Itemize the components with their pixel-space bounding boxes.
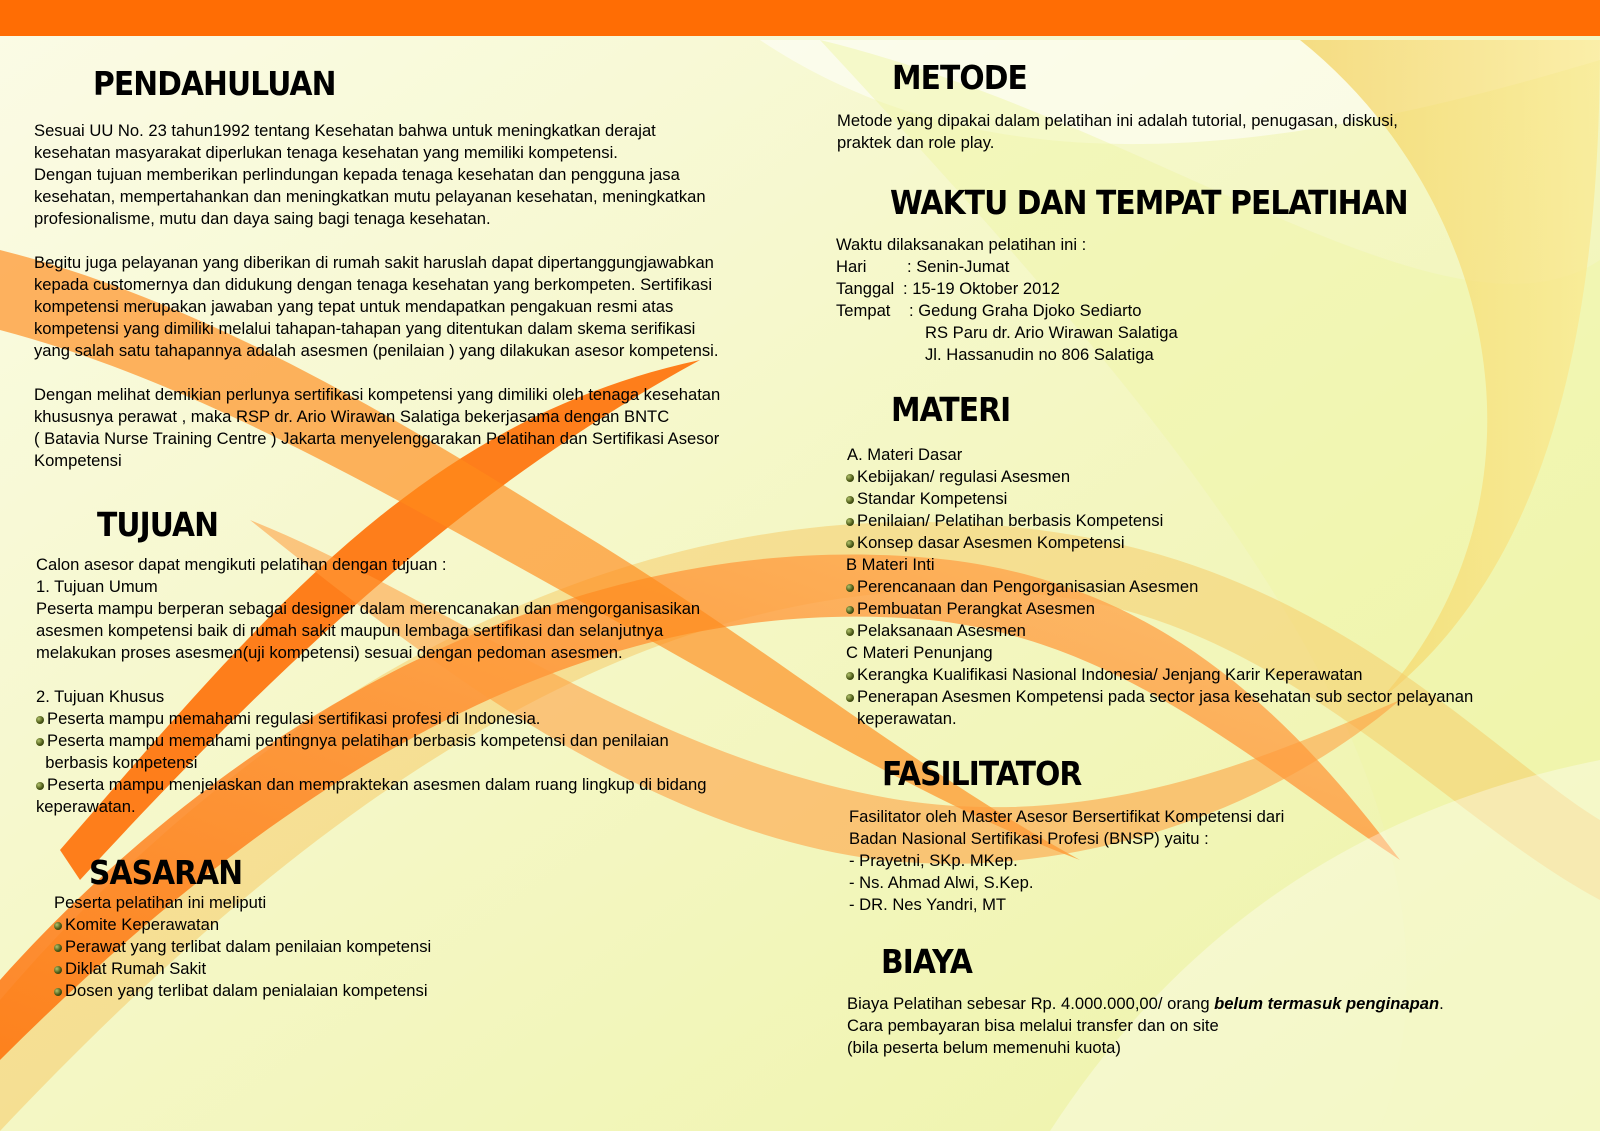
- pendahuluan-line: Begitu juga pelayanan yang diberikan di rumah sakit haruslah dapat dipertanggungjawabkan: [34, 253, 714, 272]
- fasilitator-line: Badan Nasional Sertifikasi Profesi (BNSP) yaitu :: [849, 829, 1209, 848]
- list-item-text: Kerangka Kualifikasi Nasional Indonesia/ Jenjang Karir Keperawatan: [857, 665, 1363, 684]
- tujuan-title: TUJUAN: [97, 505, 219, 544]
- top-orange-bar: [0, 0, 1600, 36]
- fasilitator-text: [849, 806, 1284, 916]
- biaya-note: belum termasuk penginapan: [1214, 994, 1440, 1013]
- materi-a-heading: A. Materi Dasar: [847, 445, 963, 464]
- bullet-icon: [846, 518, 854, 526]
- metode-line: Metode yang dipakai dalam pelatihan ini adalah tutorial, penugasan, diskusi,: [837, 111, 1398, 130]
- list-item: [846, 466, 1473, 488]
- bullet-icon: [36, 782, 44, 790]
- biaya-line2: Cara pembayaran bisa melalui transfer dan on site: [847, 1016, 1219, 1035]
- waktu-tanggal-row: [836, 278, 1178, 300]
- bullet-icon: [54, 944, 62, 952]
- list-item: [846, 664, 1473, 686]
- list-item-text: Penilaian/ Pelatihan berbasis Kompetensi: [857, 511, 1164, 530]
- list-item: [54, 914, 431, 936]
- bullet-icon: [36, 716, 44, 724]
- waktu-hari-row: [836, 256, 1178, 278]
- tempat-line: Jl. Hassanudin no 806 Salatiga: [925, 345, 1154, 364]
- biaya-amount: Biaya Pelatihan sebesar Rp. 4.000.000,00/ orang: [847, 994, 1215, 1013]
- biaya-title-block: [881, 942, 982, 981]
- waktu-title: WAKTU DAN TEMPAT PELATIHAN: [890, 183, 1408, 222]
- list-item-text: Peserta mampu memahami pentingnya pelatihan berbasis kompetensi dan penilaian: [47, 731, 669, 750]
- tempat-value: : Gedung Graha Djoko Sediarto: [909, 301, 1142, 320]
- list-item: [846, 488, 1473, 510]
- bullet-icon: [846, 672, 854, 680]
- tempat-line: RS Paru dr. Ario Wirawan Salatiga: [925, 323, 1178, 342]
- materi-c-heading: C Materi Penunjang: [846, 643, 993, 662]
- hari-value: : Senin-Jumat: [907, 257, 1010, 276]
- pendahuluan-line: kesehatan, mempertahankan dan meningkatkan mutu pelayanan kesehatan, meningkatkan: [34, 187, 706, 206]
- list-item: [846, 620, 1473, 642]
- pendahuluan-line: Dengan tujuan memberikan perlindungan kepada tenaga kesehatan dan pengguna jasa: [34, 165, 680, 184]
- bullet-icon: [846, 606, 854, 614]
- tujuan-text: [36, 554, 707, 818]
- list-item-text: Perawat yang terlibat dalam penilaian kompetensi: [65, 937, 432, 956]
- pendahuluan-line: kompetensi yang dimiliki melalui tahapan-tahapan yang ditentukan dalam skema serifikasi: [34, 319, 696, 338]
- metode-line: praktek dan role play.: [837, 133, 995, 152]
- tujuan-title-block: [97, 505, 232, 544]
- list-item: [846, 532, 1473, 554]
- pendahuluan-line: Dengan melihat demikian perlunya sertifikasi kompetensi yang dimiliki oleh tenaga kesehatan: [34, 385, 721, 404]
- list-item: [846, 598, 1473, 620]
- pendahuluan-line: kepada customernya dan didukung dengan tenaga kesehatan yang berkompeten. Sertifikasi: [34, 275, 713, 294]
- tanggal-label: Tanggal: [836, 279, 895, 298]
- metode-title: METODE: [892, 58, 1027, 97]
- hari-label: Hari: [836, 257, 867, 276]
- bullet-icon: [846, 496, 854, 504]
- fasilitator-person: - Prayetni, SKp. MKep.: [849, 851, 1018, 870]
- tujuan-umum-line: melakukan proses asesmen(uji kompetensi) sesuai dengan pedoman asesmen.: [36, 643, 623, 662]
- list-item-text: Dosen yang terlibat dalam penialaian kompetensi: [65, 981, 428, 1000]
- pendahuluan-line: kompetensi merupakan jawaban yang tepat untuk mendapatkan pengakuan resmi atas: [34, 297, 674, 316]
- materi-title-block: [891, 390, 1024, 429]
- list-item: [54, 958, 431, 980]
- pendahuluan-line: Sesuai UU No. 23 tahun1992 tentang Kesehatan bahwa untuk meningkatkan derajat: [34, 121, 656, 140]
- pendahuluan-line: kesehatan masyarakat diperlukan tenaga kesehatan yang memiliki kompetensi.: [34, 143, 618, 162]
- pendahuluan-text: [34, 120, 720, 472]
- materi-text: [846, 444, 1473, 730]
- tujuan-intro: Calon asesor dapat mengikuti pelatihan dengan tujuan :: [36, 555, 447, 574]
- metode-text: [837, 110, 1398, 154]
- biaya-text: [847, 993, 1444, 1059]
- tujuan-umum-line: Peserta mampu berperan sebagai designer dalam merencanakan dan mengorganisasikan: [36, 599, 701, 618]
- tempat-label: Tempat: [836, 301, 891, 320]
- list-item: [846, 576, 1473, 598]
- list-item: [36, 708, 707, 730]
- bullet-icon: [36, 738, 44, 746]
- list-item-cont: berbasis kompetensi: [36, 753, 198, 772]
- sasaran-intro: Peserta pelatihan ini meliputi: [54, 893, 267, 912]
- bullet-icon: [54, 988, 62, 996]
- list-item-text: Konsep dasar Asesmen Kompetensi: [857, 533, 1125, 552]
- list-item-text: Pelaksanaan Asesmen: [857, 621, 1026, 640]
- fasilitator-person: - Ns. Ahmad Alwi, S.Kep.: [849, 873, 1034, 892]
- list-item: [54, 936, 431, 958]
- pendahuluan-line: yang salah satu tahapannya adalah asesmen (penilaian ) yang dilakukan asesor kompetensi.: [34, 341, 719, 360]
- biaya-line3: (bila peserta belum memenuhi kuota): [847, 1038, 1121, 1057]
- list-item: [36, 774, 707, 796]
- bullet-icon: [846, 628, 854, 636]
- waktu-intro: Waktu dilaksanakan pelatihan ini :: [836, 235, 1087, 254]
- biaya-period: .: [1439, 994, 1444, 1013]
- bullet-icon: [846, 694, 854, 702]
- list-item-text: Peserta mampu menjelaskan dan mempraktekan asesmen dalam ruang lingkup di bidang: [47, 775, 707, 794]
- list-item: [54, 980, 431, 1002]
- sasaran-text: [54, 892, 431, 1002]
- list-item-text: Standar Kompetensi: [857, 489, 1008, 508]
- fasilitator-title-block: [882, 754, 1104, 793]
- pendahuluan-title: PENDAHULUAN: [93, 64, 336, 103]
- fasilitator-person: - DR. Nes Yandri, MT: [849, 895, 1007, 914]
- list-item-text: Peserta mampu memahami regulasi sertifikasi profesi di Indonesia.: [47, 709, 541, 728]
- biaya-title: BIAYA: [881, 942, 972, 981]
- fasilitator-title: FASILITATOR: [882, 754, 1082, 793]
- waktu-title-block: [890, 183, 1465, 222]
- tanggal-value: : 15-19 Oktober 2012: [903, 279, 1060, 298]
- list-item-cont: keperawatan.: [857, 709, 957, 728]
- list-item-text: Perencanaan dan Pengorganisasian Asesmen: [857, 577, 1199, 596]
- pendahuluan-line: Kompetensi: [34, 451, 122, 470]
- list-item-text: Kebijakan/ regulasi Asesmen: [857, 467, 1071, 486]
- pendahuluan-line: profesionalisme, mutu dan daya saing bagi tenaga kesehatan.: [34, 209, 491, 228]
- fasilitator-line: Fasilitator oleh Master Asesor Bersertifikat Kompetensi dari: [849, 807, 1285, 826]
- materi-title: MATERI: [891, 390, 1011, 429]
- tujuan-umum-line: asesmen kompetensi baik di rumah sakit maupun lembaga sertifikasi dan selanjutnya: [36, 621, 664, 640]
- sasaran-title: SASARAN: [89, 853, 243, 892]
- metode-title-block: [892, 58, 1042, 97]
- list-item-text: Pembuatan Perangkat Asesmen: [857, 599, 1095, 618]
- pendahuluan-title-block: [93, 64, 362, 103]
- list-item-text: Diklat Rumah Sakit: [65, 959, 207, 978]
- waktu-tempat-row: [836, 300, 1178, 322]
- bullet-icon: [846, 474, 854, 482]
- list-item: [36, 730, 707, 752]
- list-item-text: Komite Keperawatan: [65, 915, 220, 934]
- pendahuluan-line: ( Batavia Nurse Training Centre ) Jakarta menyelenggarakan Pelatihan dan Sertifikasi Asesor: [34, 429, 720, 448]
- list-item-cont: keperawatan.: [36, 797, 136, 816]
- materi-b-heading: B Materi Inti: [846, 555, 935, 574]
- waktu-text: [836, 234, 1178, 366]
- pendahuluan-line: khususnya perawat , maka RSP dr. Ario Wirawan Salatiga bekerjasama dengan BNTC: [34, 407, 670, 426]
- biaya-line1: [847, 993, 1444, 1015]
- bullet-icon: [54, 922, 62, 930]
- list-item: [846, 510, 1473, 532]
- list-item: [846, 686, 1473, 708]
- bullet-icon: [846, 540, 854, 548]
- tujuan-khusus-heading: 2. Tujuan Khusus: [36, 687, 165, 706]
- tujuan-umum-heading: 1. Tujuan Umum: [36, 577, 158, 596]
- list-item-text: Penerapan Asesmen Kompetensi pada sector jasa kesehatan sub sector pelayanan: [857, 687, 1474, 706]
- bullet-icon: [846, 584, 854, 592]
- sasaran-title-block: [89, 853, 259, 892]
- bullet-icon: [54, 966, 62, 974]
